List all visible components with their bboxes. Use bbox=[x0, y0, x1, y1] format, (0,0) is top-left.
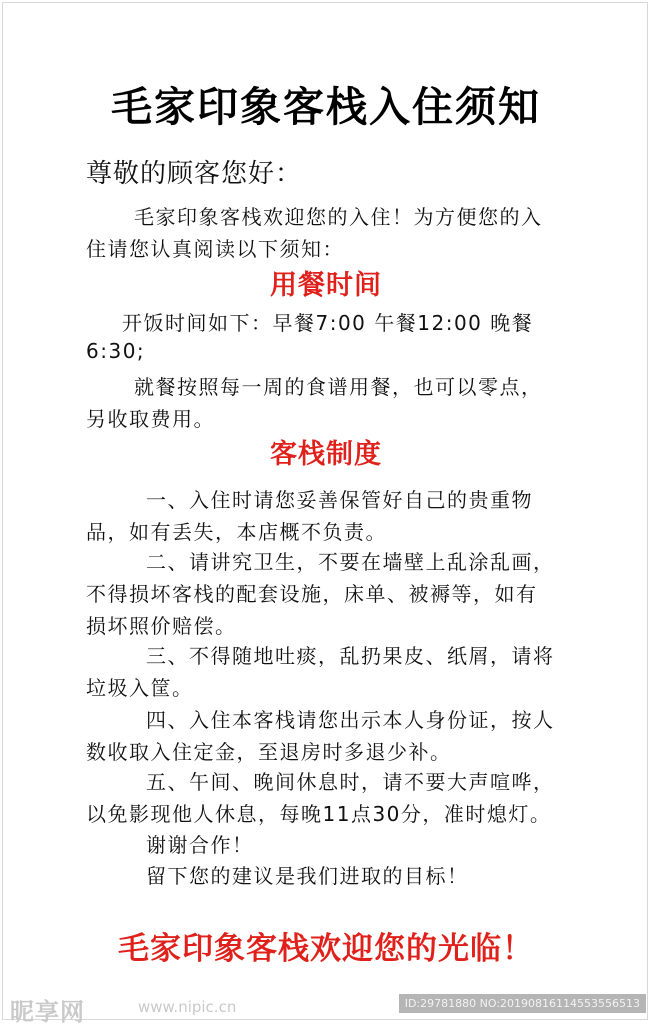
rule-line-8: 四、入住本客栈请您出示本人身份证，按人 bbox=[146, 708, 555, 732]
rule-line-5: 损坏照价赔偿。 bbox=[86, 614, 237, 638]
meal-line-3: 就餐按照每一周的食谱用餐，也可以零点， bbox=[134, 375, 543, 399]
rule-line-4: 不得损坏客栈的配套设施，床单、被褥等，如有 bbox=[86, 582, 538, 606]
meal-line-4: 另收取费用。 bbox=[86, 407, 215, 431]
meal-line-2: 6:30; bbox=[86, 339, 146, 363]
watermark-logo: 昵享网 bbox=[10, 998, 85, 1026]
rule-line-1: 一、入住时请您妥善保管好自己的贵重物 bbox=[146, 488, 533, 512]
rule-line-7: 垃圾入筐。 bbox=[86, 676, 194, 700]
thanks-line: 谢谢合作！ bbox=[146, 833, 254, 857]
suggestion-line: 留下您的建议是我们进取的目标！ bbox=[146, 864, 469, 888]
greeting: 尊敬的顾客您好： bbox=[86, 159, 303, 189]
welcome-footer: 毛家印象客栈欢迎您的光临！ bbox=[118, 931, 534, 967]
rule-line-9: 数收取入住定金，至退房时多退少补。 bbox=[86, 740, 452, 764]
intro-line-2: 住请您认真阅读以下须知： bbox=[86, 237, 344, 261]
intro-line-1: 毛家印象客栈欢迎您的入住！为方便您的入 bbox=[134, 205, 543, 229]
rule-line-3: 二、请讲究卫生，不要在墙壁上乱涂乱画， bbox=[146, 550, 555, 574]
rule-line-6: 三、不得随地吐痰，乱扔果皮、纸屑，请将 bbox=[146, 644, 555, 668]
meal-heading: 用餐时间 bbox=[270, 270, 382, 301]
rule-line-2: 品，如有丢失，本店概不负责。 bbox=[86, 520, 387, 544]
rule-line-10: 五、午间、晚间休息时，请不要大声喧哗， bbox=[146, 770, 555, 794]
watermark-site: www.nipic.cn bbox=[138, 998, 237, 1016]
page-title: 毛家印象客栈入住须知 bbox=[111, 84, 541, 130]
watermark-id: ID:29781880 NO:20190816114553556513 bbox=[399, 994, 646, 1013]
meal-line-1: 开饭时间如下：早餐7:00 午餐12:00 晚餐 bbox=[122, 311, 534, 335]
rule-line-11: 以免影现他人休息，每晚11点30分，准时熄灯。 bbox=[86, 802, 552, 826]
rules-heading: 客栈制度 bbox=[270, 439, 382, 470]
